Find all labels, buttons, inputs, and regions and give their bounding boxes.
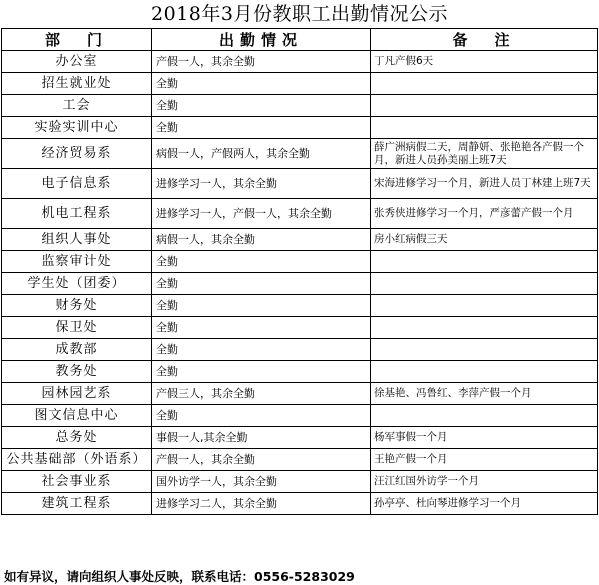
dept-cell: 教务处 [2, 361, 152, 383]
table-row [2, 169, 598, 199]
page-title: 2018年3月份教职工出勤情况公示 [151, 3, 448, 25]
status-cell: 全勤 [152, 317, 371, 339]
dept-cell: 保卫处 [2, 317, 152, 339]
status-cell: 全勤 [152, 339, 371, 361]
status-cell: 进修学习一人，其余全勤 [152, 169, 371, 199]
column-header-dept: 部 门 [2, 29, 152, 51]
status-cell: 产假一人，其余全勤 [152, 449, 371, 471]
status-cell: 病假一人，其余全勤 [152, 229, 371, 251]
note-cell: 张秀侠进修学习一个月，严彦蕾产假一个月 [371, 199, 598, 229]
note-cell [371, 251, 598, 273]
contact-footer: 如有异议，请向组织人事处反映，联系电话：0556-5283029 [4, 569, 355, 584]
table-row [2, 139, 598, 169]
note-cell [371, 73, 598, 95]
dept-cell: 工会 [2, 95, 152, 117]
dept-cell: 建筑工程系 [2, 493, 152, 515]
dept-cell: 办公室 [2, 51, 152, 73]
table-row [2, 73, 598, 95]
status-cell: 全勤 [152, 73, 371, 95]
note-cell: 徐基艳、冯鲁红、李萍产假一个月 [371, 383, 598, 405]
dept-cell: 公共基础部（外语系） [2, 449, 152, 471]
table-row [2, 229, 598, 251]
note-cell [371, 117, 598, 139]
status-cell: 全勤 [152, 273, 371, 295]
status-cell: 进修学习一人，产假一人，其余全勤 [152, 199, 371, 229]
status-cell: 全勤 [152, 405, 371, 427]
note-cell: 宋海进修学习一个月，新进人员丁林建上班7天 [371, 169, 598, 199]
note-cell [371, 339, 598, 361]
table-row [2, 273, 598, 295]
status-cell: 全勤 [152, 95, 371, 117]
note-cell: 杨军事假一个月 [371, 427, 598, 449]
status-cell: 进修学习二人，其余全勤 [152, 493, 371, 515]
attendance-table [1, 28, 598, 515]
dept-cell: 财务处 [2, 295, 152, 317]
table-row [2, 361, 598, 383]
status-cell: 国外访学一人，其余全勤 [152, 471, 371, 493]
note-cell [371, 317, 598, 339]
table-row [2, 251, 598, 273]
status-cell: 产假三人，其余全勤 [152, 383, 371, 405]
status-cell: 全勤 [152, 117, 371, 139]
table-row [2, 471, 598, 493]
note-cell: 孙亭亭、杜向琴进修学习一个月 [371, 493, 598, 515]
note-cell [371, 273, 598, 295]
dept-cell: 电子信息系 [2, 169, 152, 199]
dept-cell: 实验实训中心 [2, 117, 152, 139]
column-header-note: 备 注 [371, 29, 598, 51]
table-row [2, 295, 598, 317]
note-cell: 王艳产假一个月 [371, 449, 598, 471]
table-row [2, 317, 598, 339]
status-cell: 病假一人，产假两人，其余全勤 [152, 139, 371, 169]
table-row [2, 427, 598, 449]
dept-cell: 图文信息中心 [2, 405, 152, 427]
note-cell: 汪江红国外访学一个月 [371, 471, 598, 493]
dept-cell: 总务处 [2, 427, 152, 449]
dept-cell: 监察审计处 [2, 251, 152, 273]
dept-cell: 组织人事处 [2, 229, 152, 251]
table-row [2, 95, 598, 117]
dept-cell: 招生就业处 [2, 73, 152, 95]
table-row [2, 117, 598, 139]
table-body [2, 51, 598, 515]
table-row [2, 493, 598, 515]
note-cell [371, 405, 598, 427]
table-row [2, 449, 598, 471]
table-row [2, 405, 598, 427]
status-cell: 事假一人,其余全勤 [152, 427, 371, 449]
dept-cell: 机电工程系 [2, 199, 152, 229]
table-row [2, 339, 598, 361]
note-cell [371, 95, 598, 117]
dept-cell: 园林园艺系 [2, 383, 152, 405]
note-cell [371, 295, 598, 317]
note-cell: 房小红病假三天 [371, 229, 598, 251]
table-header-row [2, 29, 598, 51]
status-cell: 产假一人，其余全勤 [152, 51, 371, 73]
dept-cell: 学生处（团委） [2, 273, 152, 295]
dept-cell: 成教部 [2, 339, 152, 361]
note-cell: 丁凡产假6天 [371, 51, 598, 73]
column-header-status: 出勤情况 [152, 29, 371, 51]
note-cell: 薛广洲病假二天，周静妍、张艳艳各产假一个月，新进人员孙美丽上班7天 [371, 139, 598, 169]
status-cell: 全勤 [152, 361, 371, 383]
note-cell [371, 361, 598, 383]
table-row [2, 199, 598, 229]
table-row [2, 383, 598, 405]
status-cell: 全勤 [152, 251, 371, 273]
dept-cell: 经济贸易系 [2, 139, 152, 169]
status-cell: 全勤 [152, 295, 371, 317]
table-row [2, 51, 598, 73]
dept-cell: 社会事业系 [2, 471, 152, 493]
